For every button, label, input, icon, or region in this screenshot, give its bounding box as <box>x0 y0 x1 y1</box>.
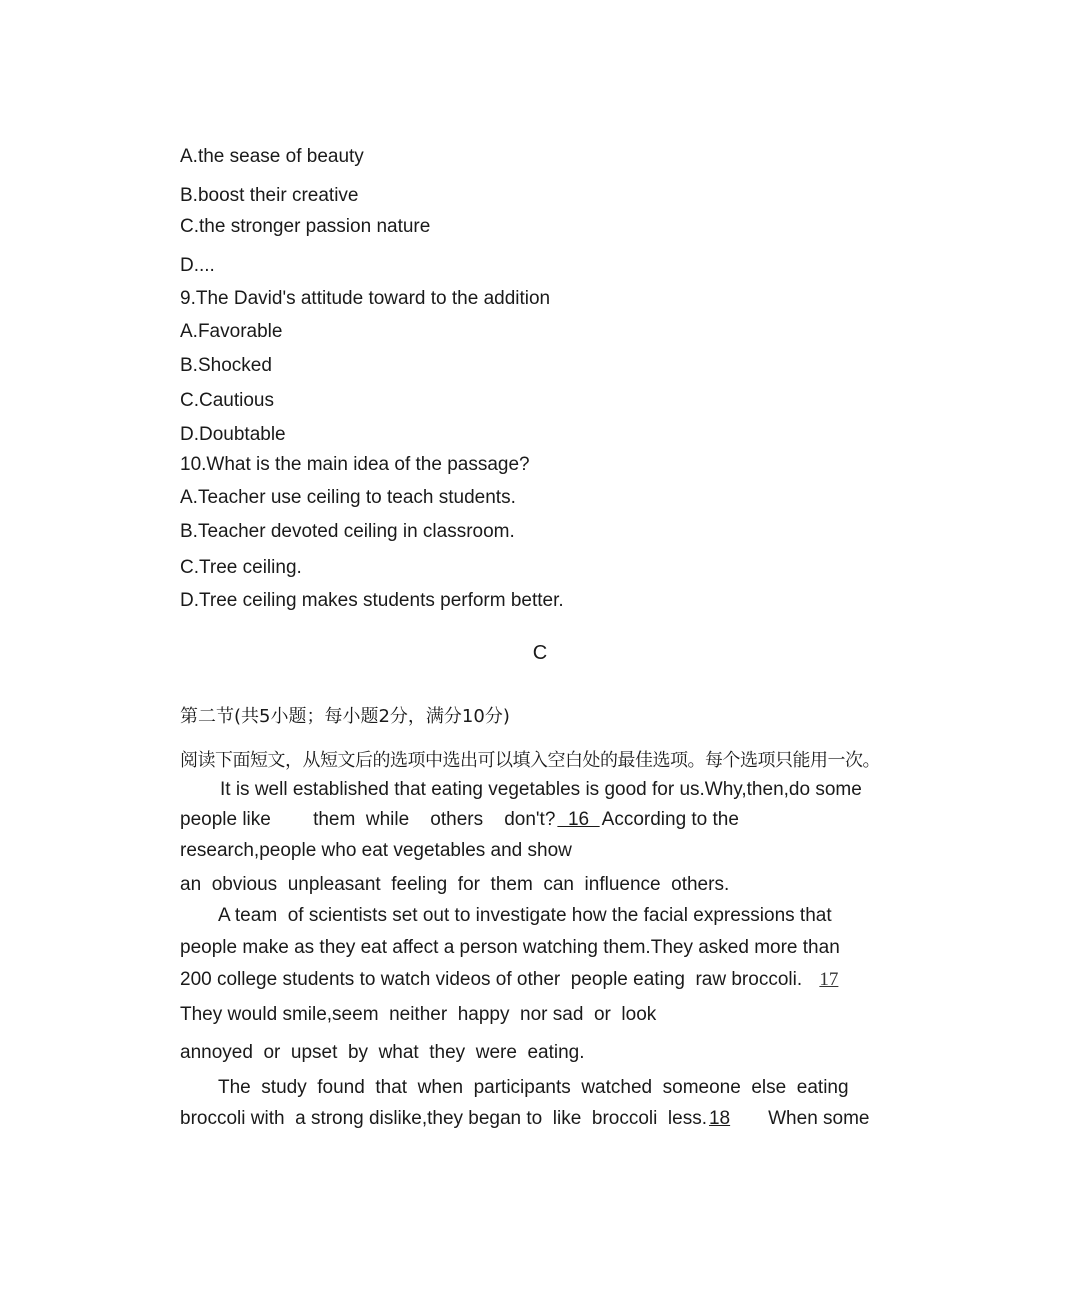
passage-p2-line2: people make as they eat affect a person watching them.They asked more than <box>180 937 840 958</box>
section-letter: C <box>532 642 548 664</box>
q9-option-a: A.Favorable <box>180 321 283 342</box>
blank-17: 17 <box>819 969 839 990</box>
blank-16: 16 <box>557 809 600 830</box>
passage-p1-line4: an obvious unpleasant feeling for them can influence others. <box>180 874 730 895</box>
passage-p3-line2-start: broccoli with a strong dislike,they began to like broccoli less. <box>180 1108 707 1129</box>
passage-p3-line2 <box>180 1108 870 1130</box>
passage-p1-line2 <box>180 809 739 831</box>
passage-p2-line1: A team of scientists set out to investigate how the facial expressions that <box>218 905 832 926</box>
passage-p2-line4: They would smile,seem neither happy nor sad or look <box>180 1004 657 1025</box>
passage-p1-line2-start: people like them while others don't? <box>180 809 556 830</box>
q10-option-d: D.Tree ceiling makes students perform better. <box>180 590 564 611</box>
passage-p2-line5: annoyed or upset by what they were eating. <box>180 1042 585 1063</box>
passage-p2-line3 <box>180 969 838 991</box>
q8-option-c: C.the stronger passion nature <box>180 216 431 237</box>
q10-question: 10.What is the main idea of the passage? <box>180 454 530 475</box>
q9-option-c: C.Cautious <box>180 390 274 411</box>
section2-instruction: 阅读下面短文，从短文后的选项中选出可以填入空白处的最佳选项。每个选项只能用一次。 <box>180 750 880 771</box>
q9-question: 9.The David's attitude toward to the addition <box>180 288 551 309</box>
q9-option-d: D.Doubtable <box>180 424 286 445</box>
q10-option-b: B.Teacher devoted ceiling in classroom. <box>180 521 515 542</box>
q8-option-b: B.boost their creative <box>180 185 359 206</box>
passage-p1-line2-end: According to the <box>601 809 739 830</box>
q10-option-a: A.Teacher use ceiling to teach students. <box>180 487 516 508</box>
q8-option-a: A.the sease of beauty <box>180 146 364 167</box>
passage-p3-line1: The study found that when participants watched someone else eating <box>218 1077 849 1098</box>
passage-p2-line3-text: 200 college students to watch videos of other people eating raw broccoli. <box>180 969 803 990</box>
passage-p1-line1: It is well established that eating vegetables is good for us.Why,then,do some <box>220 779 862 800</box>
section2-heading: 第二节(共5小题；每小题2分，满分10分) <box>180 706 510 727</box>
q9-option-b: B.Shocked <box>180 355 272 376</box>
q10-option-c: C.Tree ceiling. <box>180 557 302 578</box>
passage-p1-line3: research,people who eat vegetables and show <box>180 840 572 861</box>
passage-p3-line2-end: When some <box>768 1108 870 1129</box>
blank-18: 18 <box>708 1108 731 1129</box>
q8-option-d: D.... <box>180 255 215 276</box>
